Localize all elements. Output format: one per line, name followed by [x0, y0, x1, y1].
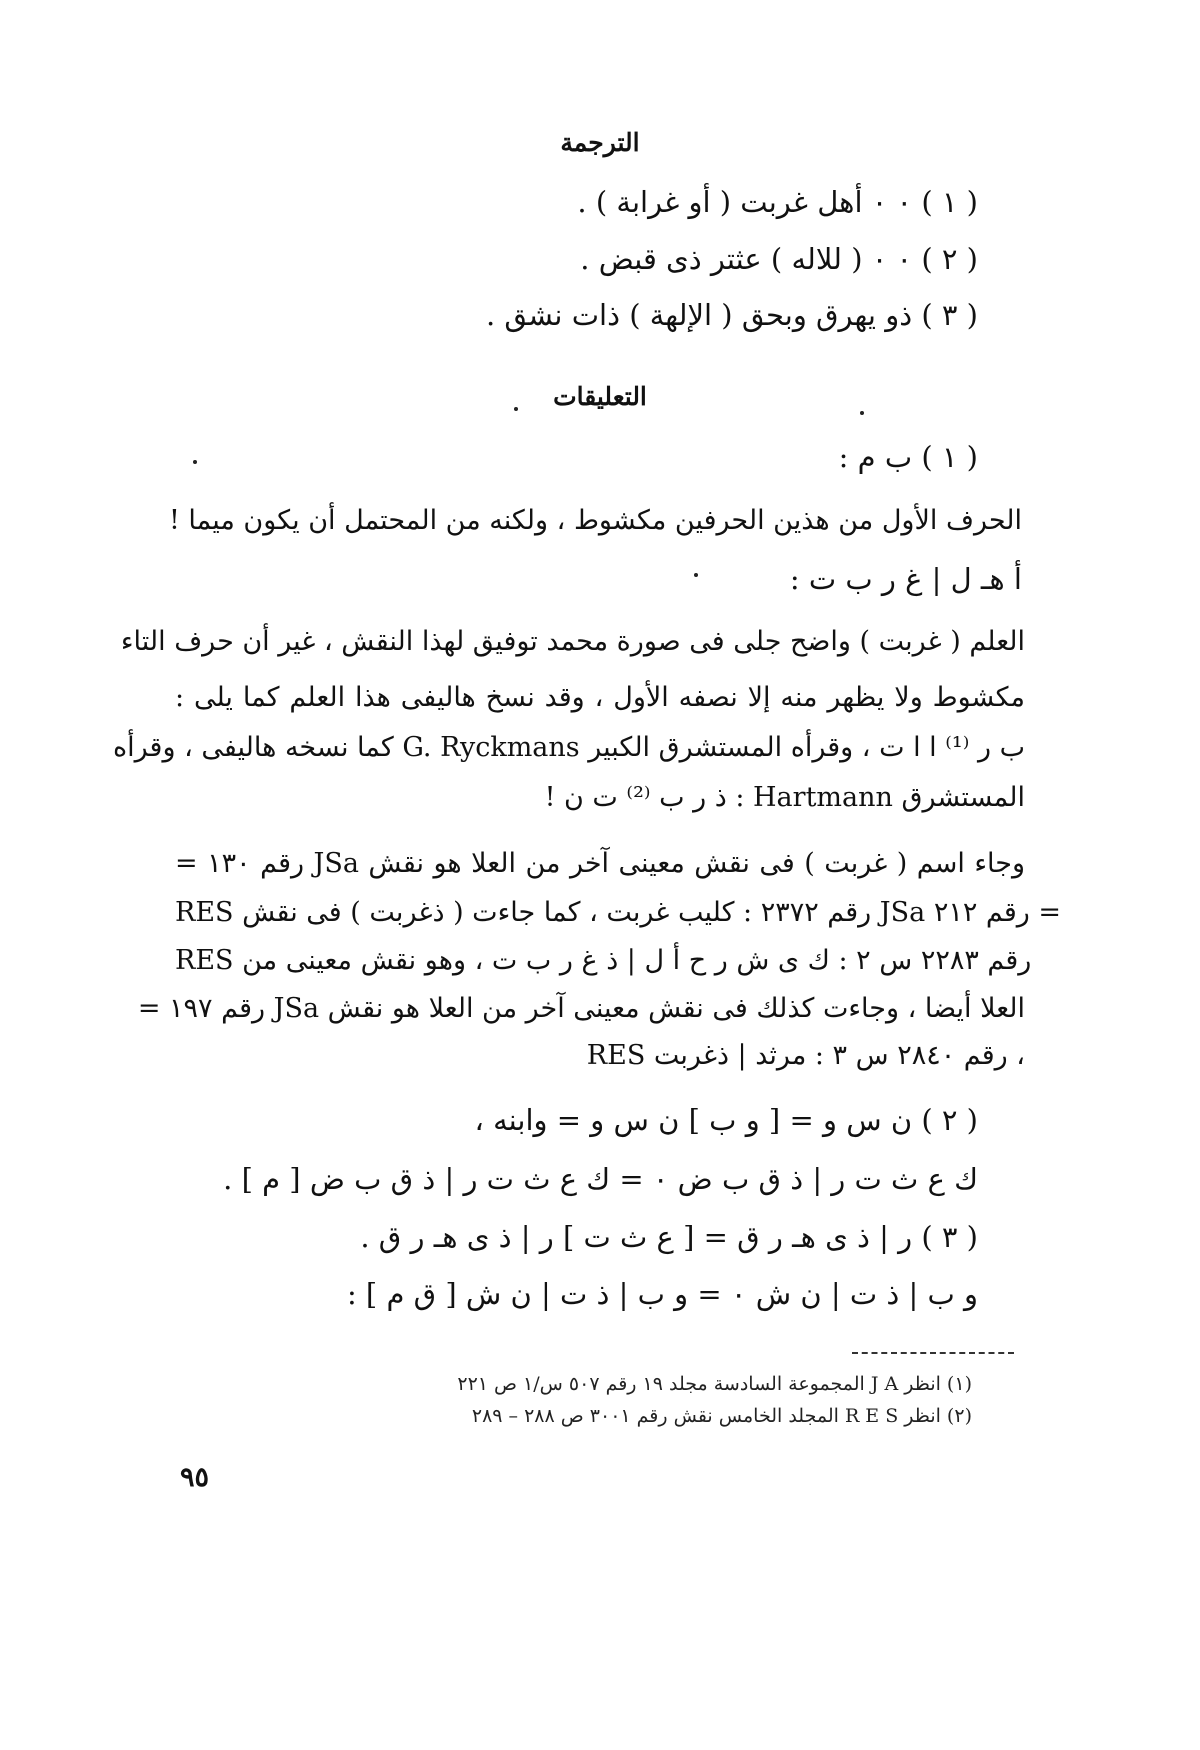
translation-line-2: ( ٢ ) ٠ ٠ ( للاله ) عثتر ذى قبض .	[580, 242, 978, 276]
paragraph-1-line-2: مكشوط ولا يظهر منه إلا نصفه الأول ، وقد نسخ هاليفى هذا العلم كما يلى :	[175, 682, 1025, 713]
footnote-separator	[852, 1352, 1014, 1354]
paragraph-2-line-3: RES رقم ٢٢٨٣ س ٢ : ك ى ش ر ح أ ل | ذ غ ر ب ت ، وهو نقش معينى من	[175, 945, 1032, 976]
commentary-item-2-label: أ هـ ل | غ ر ب ت :	[789, 562, 1022, 596]
specks	[860, 411, 864, 415]
equation-line-3: ( ٣ ) ر | ذ ى هـ ر ق = [ ع ث ت ] ر | ذ ى هـ ر ق .	[360, 1220, 978, 1254]
footnote-1: (١) انظر J A المجموعة السادسة مجلد ١٩ رقم ٥٠٧ س/١ ص ٢٢١	[457, 1373, 972, 1395]
translation-line-3: ( ٣ ) ذو يهرق وبحق ( الإلهة ) ذات نشق .	[485, 298, 978, 332]
paragraph-1-line-4: المستشرق Hartmann : ذ ر ب ⁽²⁾ ت ن !	[544, 782, 1025, 813]
equation-line-2: ك ع ث ت ر | ذ ق ب ض ٠ = ك ع ث ت ر | ذ ق ب ض [ م ] .	[223, 1162, 978, 1196]
equation-line-1: ( ٢ ) ن س و = [ و ب ] ن س و = وابنه ،	[474, 1103, 978, 1137]
paragraph-1-line-3: ب ر ⁽¹⁾ ا ا ت ، وقرأه المستشرق الكبير G. Ryckmans كما نسخه هاليفى ، وقرأه	[113, 732, 1025, 763]
paragraph-1-line-1: العلم ( غربت ) واضح جلى فى صورة محمد توفيق لهذا النقش ، غير أن حرف التاء	[120, 626, 1025, 657]
commentary-item-1-text: الحرف الأول من هذين الحرفين مكشوط ، ولكنه من المحتمل أن يكون ميما !	[168, 505, 1022, 536]
commentary-heading: التعليقات	[553, 382, 647, 411]
page-number: ٩٥	[180, 1462, 210, 1493]
paragraph-2-line-2: RES رقم ٢٣٧٢ : كليب غربت ، كما جاءت ( ذغربت ) فى نقش JSa رقم ٢١٢ =	[175, 897, 1062, 928]
specks	[694, 573, 698, 577]
paragraph-2-line-4: العلا أيضا ، وجاءت كذلك فى نقش معينى آخر من العلا هو نقش JSa رقم ١٩٧ =	[137, 993, 1025, 1024]
commentary-item-1-label: ( ١ ) ب م :	[838, 440, 978, 474]
paragraph-2-line-5: RES رقم ٢٨٤٠ س ٣ : مرثد | ذغربت ،	[586, 1040, 1025, 1071]
footnote-2: (٢) انظر R E S المجلد الخامس نقش رقم ٣٠٠١ ص ٢٨٨ – ٢٨٩	[471, 1405, 972, 1427]
equation-line-4: و ب | ذ ت | ن ش ٠ = و ب | ذ ت | ن ش [ ق م ] :	[346, 1277, 978, 1311]
specks	[193, 460, 197, 464]
translation-heading: الترجمة	[560, 128, 640, 157]
paragraph-2-line-1: وجاء اسم ( غربت ) فى نقش معينى آخر من العلا هو نقش JSa رقم ١٣٠ =	[175, 848, 1025, 879]
translation-line-1: ( ١ ) ٠ ٠ أهل غربت ( أو غرابة ) .	[577, 185, 978, 219]
specks	[514, 407, 518, 411]
